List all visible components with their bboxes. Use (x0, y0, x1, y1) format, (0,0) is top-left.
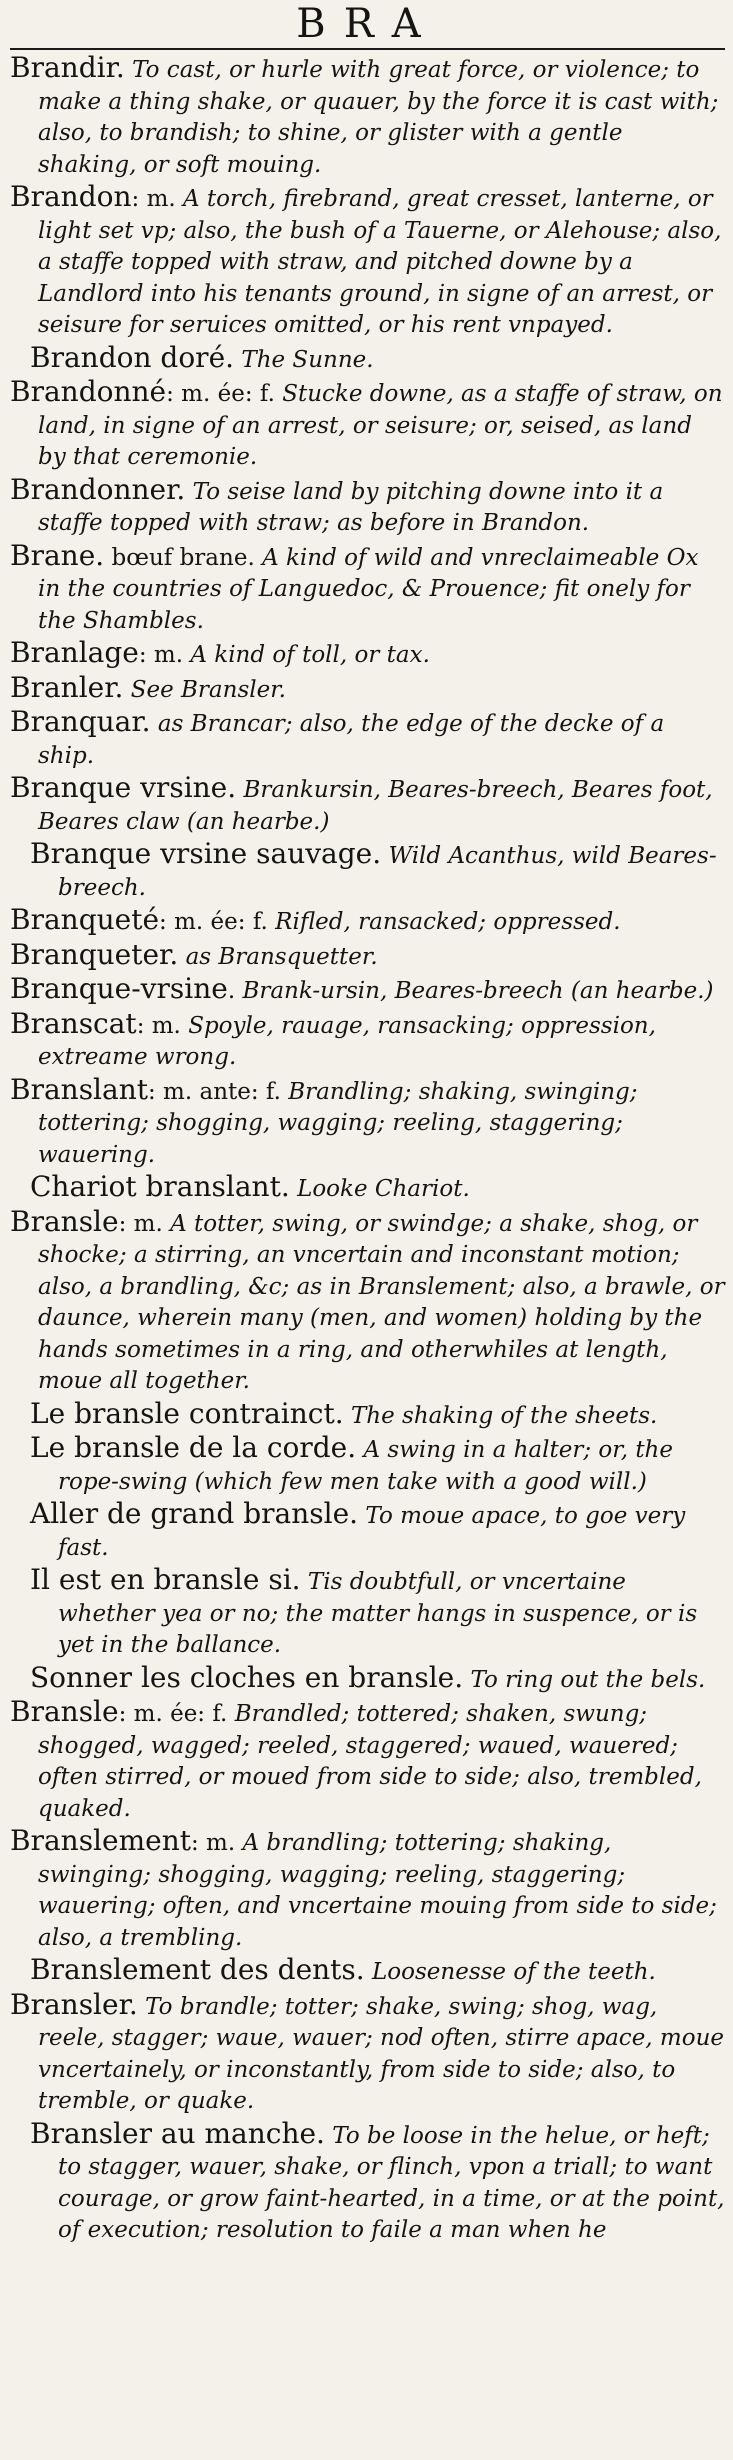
dictionary-entry (10, 1825, 725, 1954)
entry-definition: A totter, swing, or swindge; a shake, shog, or shocke; a stirring, an vncertain and inconstant motion; also, a brandling, &c; as in Branslement; also, a brawle, or daunce, wherein many (men, and women) holding by the hands sometimes in a ring, and otherwhiles at length, moue all together. (38, 1210, 725, 1394)
dictionary-entry (10, 474, 725, 540)
entry-headword: Branlage (10, 636, 139, 669)
entry-headword: Branque vrsine sauvage. (30, 837, 382, 870)
dictionary-entry (10, 939, 725, 974)
entry-grammar: : m. ée: f. (118, 1701, 228, 1727)
entry-grammar: : m. ée: f. (166, 381, 275, 407)
sub-entry (10, 1662, 725, 1697)
dictionary-entry (10, 1206, 725, 1398)
entry-definition: A kind of wild and vnreclaimeable Ox in the countries of Languedoc, & Prouence; fit onely for the Shambles. (38, 544, 699, 634)
entry-definition: To brandle; totter; shake, swing; shog, wag, reele, stagger; waue, wauer; nod often, stirre apace, moue vncertainely, or inconstantly, from side to side; also, to tremble, or quake. (38, 1993, 725, 2114)
dictionary-entry (10, 540, 725, 638)
sub-entry (10, 1498, 725, 1564)
entry-grammar: bœuf brane. (104, 544, 255, 571)
entry-definition: A kind of toll, or tax. (190, 642, 430, 668)
entry-headword: Brandir. (10, 51, 125, 84)
dictionary-entry (10, 973, 725, 1008)
entry-headword: Sonner les cloches en bransle. (30, 1660, 464, 1694)
entry-definition: Brandling; shaking, swinging; tottering; shogging, wagging; reeling, staggering; wauering. (38, 1078, 638, 1168)
entry-definition: To ring out the bels. (470, 1666, 706, 1693)
entry-definition: Tis doubtfull, or vncertaine whether yea or no; the matter hangs in suspence, or is yet in the ballance. (58, 1569, 698, 1658)
entry-definition: A swing in a halter; or, the rope-swing (which few men take with a good will.) (58, 1437, 673, 1495)
entry-headword: Brandonné (10, 375, 167, 408)
entry-definition: To be loose in the helue, or heft; to stagger, wauer, shake, or flinch, vpon a triall; to want courage, or grow faint-hearted, in a time, or at the point, of execution; resolution to faile a man when he (58, 2122, 725, 2243)
sub-entry (10, 1564, 725, 1662)
dictionary-entry (10, 904, 725, 939)
dictionary-entry (10, 772, 725, 838)
dictionary-entry (10, 52, 725, 181)
sub-entry (10, 2118, 725, 2247)
entry-definition: Brankursin, Beares-breech, Beares foot, Beares claw (an hearbe.) (38, 777, 713, 835)
entry-headword: Aller de grand bransle. (30, 1497, 359, 1530)
entry-headword: Branquar. (10, 705, 151, 738)
entry-grammar: . (227, 978, 236, 1004)
dictionary-entry (10, 376, 725, 474)
entry-headword: Branslement (10, 1824, 191, 1857)
entry-definition: A torch, firebrand, great cresset, lanterne, or light set vp; also, the bush of a Tauerne, or Alehouse; also, a staffe topped with straw, and pitched downe by a Landlord into his tenants ground, in signe of an arrest, or seisure for seruices omitted, or his rent vnpayed. (38, 186, 722, 338)
entry-grammar: : m. (138, 642, 184, 668)
entry-definition: To moue apace, to goe very fast. (58, 1503, 686, 1561)
entry-headword: Bransle (10, 1695, 119, 1728)
dictionary-entry (10, 672, 725, 707)
sub-entry (10, 1398, 725, 1433)
entry-headword: Brandon (10, 180, 132, 213)
entry-definition: The Sunne. (241, 346, 374, 373)
entry-headword: Il est en bransle si. (30, 1563, 301, 1596)
entry-definition: Loosenesse of the teeth. (372, 1959, 656, 1985)
sub-entry (10, 1432, 725, 1498)
entry-definition: See Bransler. (130, 676, 286, 703)
entry-grammar: : m. (191, 1830, 236, 1856)
entry-headword: Branque vrsine. (10, 771, 237, 804)
entries-list (10, 52, 725, 2247)
page-header: BRA (296, 1, 439, 47)
entry-headword: Le bransle contrainct. (30, 1396, 344, 1430)
dictionary-entry (10, 1696, 725, 1825)
entry-headword: Branqueter. (10, 937, 179, 971)
entry-headword: Branqueté (10, 903, 160, 936)
entry-definition: Brandled; tottered; shaken, swung; shogged, wagged; reeled, staggered; waued, wauered; often stirred, or moued from side to side; also, trembled, quaked. (38, 1701, 702, 1822)
sub-entry (10, 342, 725, 377)
entry-headword: Branscat (10, 1006, 137, 1040)
entry-definition: Rifled, ransacked; oppressed. (275, 909, 621, 935)
entry-definition: Looke Chariot. (297, 1176, 470, 1202)
dictionary-entry (10, 1989, 725, 2118)
dictionary-entry (10, 706, 725, 772)
entry-definition: To seise land by pitching downe into it a staffe topped with straw; as before in Brandon. (38, 478, 664, 536)
dictionary-entry (10, 1008, 725, 1074)
entry-grammar: : m. ée: f. (159, 909, 268, 935)
sub-entry (10, 1954, 725, 1989)
entry-definition: A brandling; tottering; shaking, swinging; shogging, wagging; reeling, staggering; wauering; often, and vncertaine mouing from side to side; also, a trembling. (38, 1830, 717, 1951)
entry-headword: Branque-vrsine (10, 972, 228, 1005)
entry-definition: To cast, or hurle with great force, or violence; to make a thing shake, or quauer, by the force it is cast with; also, to brandish; to shine, or glister with a gentle shaking, or soft mouing. (38, 57, 719, 178)
entry-grammar: : m. ante: f. (148, 1078, 281, 1105)
sub-entry (10, 838, 725, 904)
entry-headword: Brandon doré. (30, 340, 235, 374)
entry-definition: Stucke downe, as a staffe of straw, on land, in signe of an arrest, or seisure; or, seised, as land by that ceremonie. (38, 381, 723, 470)
entry-definition: Brank-ursin, Beares-breech (an hearbe.) (242, 978, 714, 1004)
entry-definition: as Bransquetter. (185, 943, 378, 970)
dictionary-entry (10, 181, 725, 342)
entry-headword: Bransler. (10, 1987, 138, 2021)
header-rule (10, 48, 725, 50)
entry-headword: Branler. (10, 670, 124, 704)
dictionary-entry (10, 637, 725, 672)
entry-definition: as Brancar; also, the edge of the decke of a ship. (38, 711, 665, 769)
entry-headword: Branslant (10, 1072, 148, 1106)
entry-definition: Wild Acanthus, wild Beares-breech. (58, 843, 717, 901)
sub-entry (10, 1171, 725, 1206)
entry-headword: Bransle (10, 1204, 119, 1238)
entry-headword: Brandonner. (10, 472, 186, 506)
entry-headword: Chariot branslant. (30, 1170, 290, 1203)
entry-headword: Brane. (10, 538, 105, 572)
entry-grammar: : m. (131, 186, 176, 212)
entry-grammar: : m. (136, 1012, 181, 1039)
entry-headword: Branslement des dents. (30, 1953, 365, 1986)
entry-definition: Spoyle, rauage, ransacking; oppression, extreame wrong. (38, 1012, 656, 1070)
dictionary-entry (10, 1074, 725, 1172)
entry-grammar: : m. (118, 1210, 163, 1237)
entry-headword: Le bransle de la corde. (30, 1431, 357, 1464)
entry-definition: The shaking of the sheets. (350, 1402, 658, 1429)
entry-headword: Bransler au manche. (30, 2116, 325, 2150)
